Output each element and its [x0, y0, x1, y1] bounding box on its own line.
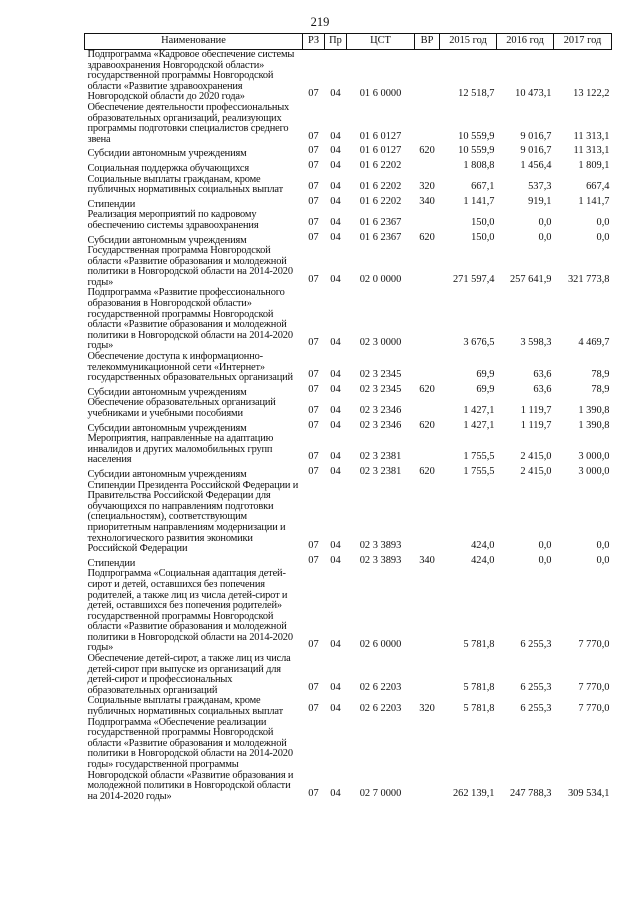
- cell-vr: 620: [419, 383, 435, 395]
- cell-2015: 69,9: [476, 369, 495, 381]
- cell-name: Стипендии Президента Российской Федерации и Правительства Российской Федерации для обучающихся по направлениям подготовки (специальностям), соответствующим приоритетным направлениям модернизации и технологического развития экономики Российской Федерации: [87, 479, 299, 555]
- cell-rz: 07: [308, 419, 319, 431]
- cell-2017: 0,0: [596, 231, 610, 243]
- cell-name: Субсидии автономным учреждениям: [87, 386, 247, 398]
- cell-rz: 07: [308, 681, 319, 693]
- cell-cst: 01 6 0127: [359, 130, 402, 142]
- table-row: [85, 50, 612, 103]
- cell-pr: 04: [330, 465, 341, 477]
- cell-vr: [415, 288, 440, 352]
- cell-rz: 07: [308, 639, 319, 651]
- table-row: [85, 288, 612, 352]
- cell-2015: 3 676,5: [463, 337, 495, 349]
- cell-vr: 620: [419, 231, 435, 243]
- cell-2017: 3 000,0: [578, 465, 610, 477]
- cell-pr: 04: [330, 540, 341, 552]
- page-number: 219: [310, 15, 330, 29]
- cell-2015: 10 559,9: [458, 145, 495, 157]
- cell-pr: 04: [330, 130, 341, 142]
- cell-2015: 150,0: [471, 231, 495, 243]
- table-row: [85, 145, 612, 160]
- table-row: [85, 398, 612, 419]
- cell-2015: 1 755,5: [463, 465, 495, 477]
- cell-2017: 0,0: [596, 216, 610, 228]
- cell-pr: 04: [330, 273, 341, 285]
- cell-pr: 04: [330, 181, 341, 193]
- cell-cst: 02 6 0000: [359, 639, 402, 651]
- cell-pr: 04: [330, 145, 341, 157]
- table-body: [85, 50, 612, 803]
- cell-name: Обеспечение образовательных организаций учебниками и учебными пособиями: [87, 397, 276, 419]
- cell-rz: 07: [308, 159, 319, 171]
- cell-pr: 04: [330, 216, 341, 228]
- cell-pr: 04: [330, 703, 341, 715]
- cell-2015: 5 781,8: [463, 703, 495, 715]
- cell-2016: 63,6: [533, 369, 552, 381]
- cell-cst: 02 3 2345: [359, 383, 402, 395]
- header-rz: РЗ: [303, 34, 325, 50]
- cell-cst: 01 6 2202: [359, 159, 402, 171]
- cell-vr: [415, 398, 440, 419]
- table-row: [85, 569, 612, 654]
- cell-rz: 07: [308, 273, 319, 285]
- cell-pr: 04: [330, 419, 341, 431]
- cell-2016: 1 119,7: [520, 405, 552, 416]
- cell-cst: 02 3 3893: [359, 554, 402, 566]
- cell-pr: 04: [330, 159, 341, 171]
- cell-name: Стипендии: [87, 557, 136, 569]
- cell-2016: 0,0: [538, 216, 552, 228]
- cell-cst: 02 3 3893: [359, 540, 402, 552]
- cell-2017: 78,9: [591, 369, 610, 381]
- cell-2016: 6 255,3: [520, 639, 552, 651]
- cell-cst: 02 6 2203: [359, 703, 402, 715]
- cell-2015: 5 781,8: [463, 639, 495, 651]
- cell-name: Субсидии автономным учреждениям: [87, 148, 247, 160]
- cell-name: Мероприятия, направленные на адаптацию инвалидов и других маломобильных групп населения: [87, 433, 274, 466]
- cell-2016: 257 641,9: [509, 273, 552, 285]
- cell-name: Субсидии автономным учреждениям: [87, 468, 247, 480]
- table-row: [85, 246, 612, 288]
- cell-2016: 537,3: [528, 181, 552, 193]
- cell-rz: 07: [308, 787, 319, 799]
- cell-cst: 01 6 0000: [359, 88, 402, 100]
- cell-pr: 04: [330, 337, 341, 349]
- cell-rz: 07: [308, 130, 319, 142]
- cell-rz: 07: [308, 465, 319, 477]
- cell-rz: 07: [308, 703, 319, 715]
- cell-cst: 02 3 2381: [359, 465, 402, 477]
- cell-2017: 7 770,0: [578, 681, 610, 693]
- cell-2015: 667,1: [471, 181, 495, 193]
- table-row: [85, 103, 612, 145]
- cell-vr: 340: [419, 195, 435, 207]
- cell-rz: 07: [308, 195, 319, 207]
- cell-2016: 1 119,7: [520, 419, 552, 431]
- cell-2017: 11 313,1: [573, 130, 610, 142]
- cell-pr: 04: [330, 554, 341, 566]
- table-row: [85, 481, 612, 555]
- cell-name: Социальные выплаты гражданам, кроме публичных нормативных социальных выплат: [87, 173, 283, 196]
- table-row: [85, 210, 612, 231]
- cell-cst: 01 6 2202: [359, 181, 402, 193]
- cell-cst: 01 6 0127: [359, 145, 402, 157]
- cell-2016: 0,0: [538, 554, 552, 566]
- cell-name: Подпрограмма «Развитие профессионального образования в Новгородской области» государственной программы Новгородской области «Развитие образования и молодежной политики в Новгородской области на 2014-2020 годы»: [87, 287, 293, 352]
- cell-2015: 271 597,4: [452, 273, 495, 285]
- table-row: [85, 420, 612, 435]
- cell-2015: 1 427,1: [463, 419, 495, 431]
- table-row: [85, 555, 612, 570]
- cell-rz: 07: [308, 451, 319, 463]
- cell-2017: 0,0: [596, 540, 610, 552]
- cell-2015: 262 139,1: [452, 787, 495, 799]
- cell-cst: 02 7 0000: [359, 787, 402, 799]
- cell-name: Обеспечение доступа к информационно-телекоммуникационной сети «Интернет» государственных образовательных организаций: [87, 351, 293, 384]
- table-row: [85, 160, 612, 175]
- cell-name: Подпрограмма «Обеспечение реализации государственной программы Новгородской области «Развитие образования и молодежной политики в Новгородской области на 2014-2020 годы» государственной программы Новгородской области «Развитие образования и молодежной политики в Новгородской области на 2014-2020 годы»: [87, 716, 294, 802]
- cell-2015: 1 427,1: [463, 405, 495, 416]
- cell-pr: 04: [330, 369, 341, 381]
- cell-cst: 02 3 2345: [359, 369, 402, 381]
- cell-vr: 620: [419, 419, 435, 431]
- cell-vr: [415, 246, 440, 288]
- cell-cst: 02 0 0000: [359, 273, 402, 285]
- cell-2015: 1 755,5: [463, 451, 495, 463]
- cell-2016: 1 456,4: [520, 159, 552, 171]
- cell-vr: [415, 481, 440, 555]
- cell-rz: 07: [308, 88, 319, 100]
- cell-2017: 309 534,1: [567, 787, 610, 799]
- cell-rz: 07: [308, 405, 319, 416]
- table-row: [85, 232, 612, 247]
- cell-pr: 04: [330, 787, 341, 799]
- cell-2017: 667,4: [586, 181, 610, 193]
- cell-2016: 3 598,3: [520, 337, 552, 349]
- cell-rz: 07: [308, 383, 319, 395]
- cell-2017: 0,0: [596, 554, 610, 566]
- cell-2017: 3 000,0: [578, 451, 610, 463]
- cell-vr: 620: [419, 145, 435, 157]
- table-header-row: [85, 34, 612, 50]
- cell-2015: 69,9: [476, 383, 495, 395]
- header-cst: ЦСТ: [347, 34, 415, 50]
- cell-cst: 02 3 0000: [359, 337, 402, 349]
- table-row: [85, 696, 612, 717]
- cell-name: Подпрограмма «Социальная адаптация детей-сирот и детей, оставшихся без попечения родителей, а также лиц из числа детей-сирот и детей, оставшихся без попечения родителей» государственной программы Новгородской области «Развитие образования и молодежной политики в Новгородской области на 2014-2020 годы»: [87, 568, 293, 654]
- table-row: [85, 384, 612, 399]
- cell-2015: 424,0: [471, 554, 495, 566]
- cell-rz: 07: [308, 337, 319, 349]
- cell-rz: 07: [308, 369, 319, 381]
- cell-cst: 02 6 2203: [359, 681, 402, 693]
- cell-pr: 04: [330, 88, 341, 100]
- cell-cst: 02 3 2381: [359, 451, 402, 463]
- cell-name: Социальная поддержка обучающихся: [87, 162, 249, 174]
- cell-vr: [415, 352, 440, 384]
- cell-name: Государственная программа Новгородской области «Развитие образования и молодежной политики в Новгородской области на 2014-2020 годы»: [87, 245, 293, 288]
- header-vr: ВР: [415, 34, 440, 50]
- cell-name: Обеспечение детей-сирот, а также лиц из числа детей-сирот при выпуске из организаций для детей-сирот и профессиональных образовательных организаций: [87, 653, 291, 696]
- cell-2017: 7 770,0: [578, 703, 610, 715]
- cell-2016: 0,0: [538, 540, 552, 552]
- cell-2017: 11 313,1: [573, 145, 610, 157]
- cell-2016: 63,6: [533, 383, 552, 395]
- cell-cst: 01 6 2367: [359, 231, 402, 243]
- header-name: Наименование: [85, 34, 303, 50]
- cell-vr: [415, 210, 440, 231]
- cell-2017: 78,9: [591, 383, 610, 395]
- cell-name: Обеспечение деятельности профессиональных образовательных организаций, реализующих программы подготовки специалистов среднего звена: [87, 101, 290, 145]
- cell-2017: 1 390,8: [578, 419, 610, 431]
- cell-2015: 1 141,7: [463, 195, 495, 207]
- cell-2016: 9 016,7: [520, 145, 552, 157]
- cell-pr: 04: [330, 681, 341, 693]
- cell-rz: 07: [308, 216, 319, 228]
- cell-rz: 07: [308, 540, 319, 552]
- cell-vr: [415, 50, 440, 103]
- cell-rz: 07: [308, 554, 319, 566]
- cell-rz: 07: [308, 181, 319, 193]
- cell-2017: 4 469,7: [578, 337, 610, 349]
- cell-name: Реализация мероприятий по кадровому обеспечению системы здравоохранения: [87, 209, 259, 231]
- cell-vr: [415, 654, 440, 696]
- cell-2016: 247 788,3: [509, 787, 552, 799]
- cell-vr: 320: [419, 703, 435, 715]
- cell-rz: 07: [308, 145, 319, 157]
- header-pr: Пр: [325, 34, 347, 50]
- cell-cst: 02 3 2346: [359, 419, 402, 431]
- cell-name: Стипендии: [87, 198, 136, 210]
- cell-2017: 321 773,8: [567, 273, 610, 285]
- cell-cst: 01 6 2202: [359, 195, 402, 207]
- cell-2016: 2 415,0: [520, 451, 552, 463]
- cell-2017: 1 390,8: [578, 405, 610, 416]
- cell-rz: 07: [308, 231, 319, 243]
- table-row: [85, 718, 612, 803]
- cell-vr: [415, 434, 440, 466]
- cell-vr: [415, 160, 440, 175]
- cell-name: Социальные выплаты гражданам, кроме публичных нормативных социальных выплат: [87, 695, 283, 718]
- header-2015: 2015 год: [440, 34, 497, 50]
- cell-pr: 04: [330, 639, 341, 651]
- cell-vr: [415, 718, 440, 803]
- cell-cst: 01 6 2367: [359, 216, 402, 228]
- cell-2015: 150,0: [471, 216, 495, 228]
- cell-vr: 320: [419, 181, 435, 193]
- cell-vr: [415, 569, 440, 654]
- header-2017: 2017 год: [554, 34, 612, 50]
- cell-vr: 620: [419, 465, 435, 477]
- cell-2016: 0,0: [538, 231, 552, 243]
- cell-vr: 340: [419, 554, 435, 566]
- cell-2016: 6 255,3: [520, 681, 552, 693]
- cell-2015: 12 518,7: [458, 88, 495, 100]
- cell-2016: 6 255,3: [520, 703, 552, 715]
- cell-2016: 2 415,0: [520, 465, 552, 477]
- cell-2017: 7 770,0: [578, 639, 610, 651]
- cell-pr: 04: [330, 405, 341, 416]
- cell-2017: 13 122,2: [573, 88, 610, 100]
- cell-cst: 02 3 2346: [359, 405, 402, 416]
- cell-2016: 9 016,7: [520, 130, 552, 142]
- cell-vr: [415, 103, 440, 145]
- cell-2015: 1 808,8: [463, 159, 495, 171]
- table-row: [85, 175, 612, 196]
- cell-name: Субсидии автономным учреждениям: [87, 234, 247, 246]
- table-row: [85, 466, 612, 481]
- budget-table: [84, 33, 612, 802]
- table-row: [85, 654, 612, 696]
- cell-pr: 04: [330, 383, 341, 395]
- cell-pr: 04: [330, 451, 341, 463]
- cell-2017: 1 809,1: [578, 159, 610, 171]
- cell-2016: 10 473,1: [515, 88, 552, 100]
- cell-2017: 1 141,7: [578, 195, 610, 207]
- cell-name: Субсидии автономным учреждениям: [87, 422, 247, 434]
- cell-2016: 919,1: [528, 195, 552, 207]
- table-row: [85, 196, 612, 211]
- header-2016: 2016 год: [497, 34, 554, 50]
- cell-2015: 10 559,9: [458, 130, 495, 142]
- cell-name: Подпрограмма «Кадровое обеспечение системы здравоохранения Новгородской области» государственной программы Новгородской области «Развитие здравоохранения Новгородской области до 2020 года»: [87, 49, 295, 103]
- table-row: [85, 434, 612, 466]
- cell-2015: 424,0: [471, 540, 495, 552]
- table-row: [85, 352, 612, 384]
- cell-2015: 5 781,8: [463, 681, 495, 693]
- cell-pr: 04: [330, 231, 341, 243]
- cell-pr: 04: [330, 195, 341, 207]
